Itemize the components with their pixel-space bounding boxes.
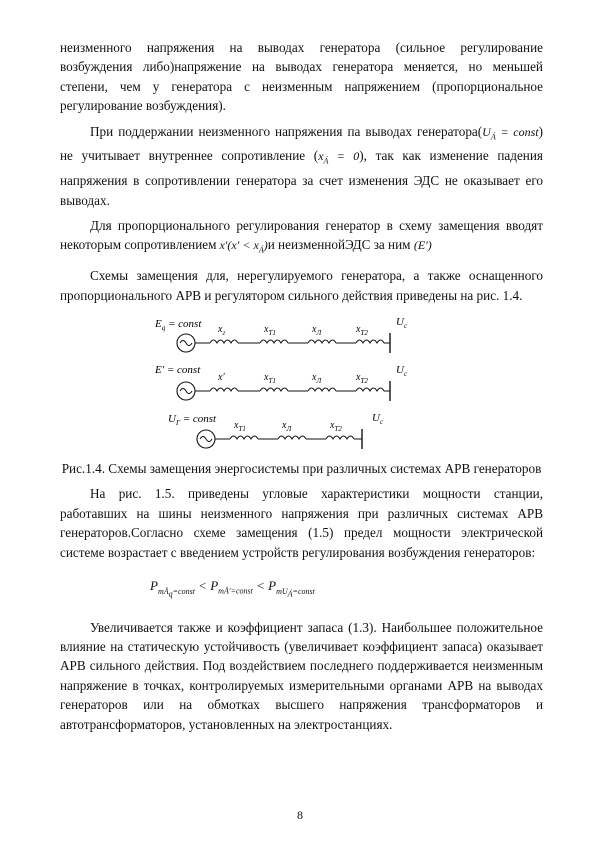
figure-caption: Рис.1.4. Схемы замещения энергосистемы при различных системах АРВ генераторов: [61, 461, 542, 477]
row1-source-label: $E_q$ = const: [155, 318, 202, 333]
math-e-prime: (E′): [413, 238, 432, 253]
svg-text:xT2: $x_{T2}$: [330, 420, 342, 434]
svg-text:xT1: $x_{T1}$: [264, 324, 276, 338]
svg-text:xг: $x_г$: [218, 324, 226, 338]
svg-text:Uc: $U_c$: [396, 316, 408, 331]
svg-text:x′: x′: [218, 372, 225, 384]
math-xa: $x_Á = 0$: [318, 149, 360, 166]
svg-text:xT2: $x_{T2}$: [356, 324, 368, 338]
math-x-prime: $x'(x' < x_Á)$: [216, 238, 268, 255]
paragraph-3: Для пропорционального регулирования генератор в схему замещения вводят некоторым сопротивлением $x'(x' < x_Á)и$ неизменнойЭДС за ним (E′): [60, 218, 543, 255]
paragraph-6: Увеличивается также и коэффициент запаса (1.3). Наибольшее положительное влияние на статическую устойчивость (увеличивает коэффициент запаса) оказывает АРВ сильного действия. Под воздействием последнего поддерживается неизменным напряжение в точках, контролируемых измерительными органами АРВ на выводах генераторов или на обмотках высшего напряжения трансформаторов и автотрансформаторов, установленных на электростанциях.: [60, 619, 543, 732]
page-content: [60, 38, 543, 734]
svg-text:xT1: $x_{T1}$: [264, 372, 276, 386]
paragraph-5: На рис. 1.5. приведены угловые характеристики мощности станции, работавших на шины неизменного напряжения при различных системах АРВ генераторов.Согласно схеме замещения (1.5) предел мощности электрической системе возрастает с введением устройств регулирования возбуждения генераторов:: [60, 486, 543, 560]
paragraph-4: Схемы замещения для, нерегулируемого генератора, а также оснащенного пропорционального АРВ и регулятором сильного действия приведены на рис. 1.4.: [60, 268, 543, 303]
svg-text:xT1: $x_{T1}$: [234, 420, 246, 434]
page-number: 8: [297, 808, 303, 822]
paragraph-1: неизменного напряжения на выводах генератора (сильное регулирование возбуждения либо)напряжение на выводах генератора меняется, но меньшей степени, чем у генератора с неизменным напряжением (пропорциональное регулирование возбуждения).: [60, 40, 543, 114]
svg-text:xЛ: $x_Л$: [312, 372, 322, 386]
power-limit-formula: $P_{mÅ_q=const} < P_{mÅ'=const} < P_{mU_Á=const}$: [150, 578, 315, 599]
svg-text:Uc: $U_c$: [372, 412, 384, 427]
svg-text:Uc: $U_c$: [396, 364, 408, 379]
circuit-row-2: [154, 364, 408, 401]
svg-text:xЛ: $x_Л$: [282, 420, 292, 434]
circuit-row-3: [168, 412, 384, 449]
equivalent-circuit-figure: [150, 313, 470, 453]
row3-source-label: $U_Г$ = const: [168, 413, 217, 428]
math-ua: $U_Á$ = const: [482, 124, 539, 142]
svg-text:xT2: $x_{T2}$: [356, 372, 368, 386]
circuit-row-1: [154, 316, 408, 353]
paragraph-2: При поддержании неизменного напряжения па выводах $генератора(U_Á$ = const) не учитывает внутреннее сопротивление $(x_Á = 0)$, так как изменение падения напряжения в сопротивлении генератора за счет изменения ЭДС не оказывает его выводах.: [60, 123, 544, 208]
svg-text:xЛ: $x_Л$: [312, 324, 322, 338]
row2-source-label: E′ = const: [155, 364, 201, 377]
